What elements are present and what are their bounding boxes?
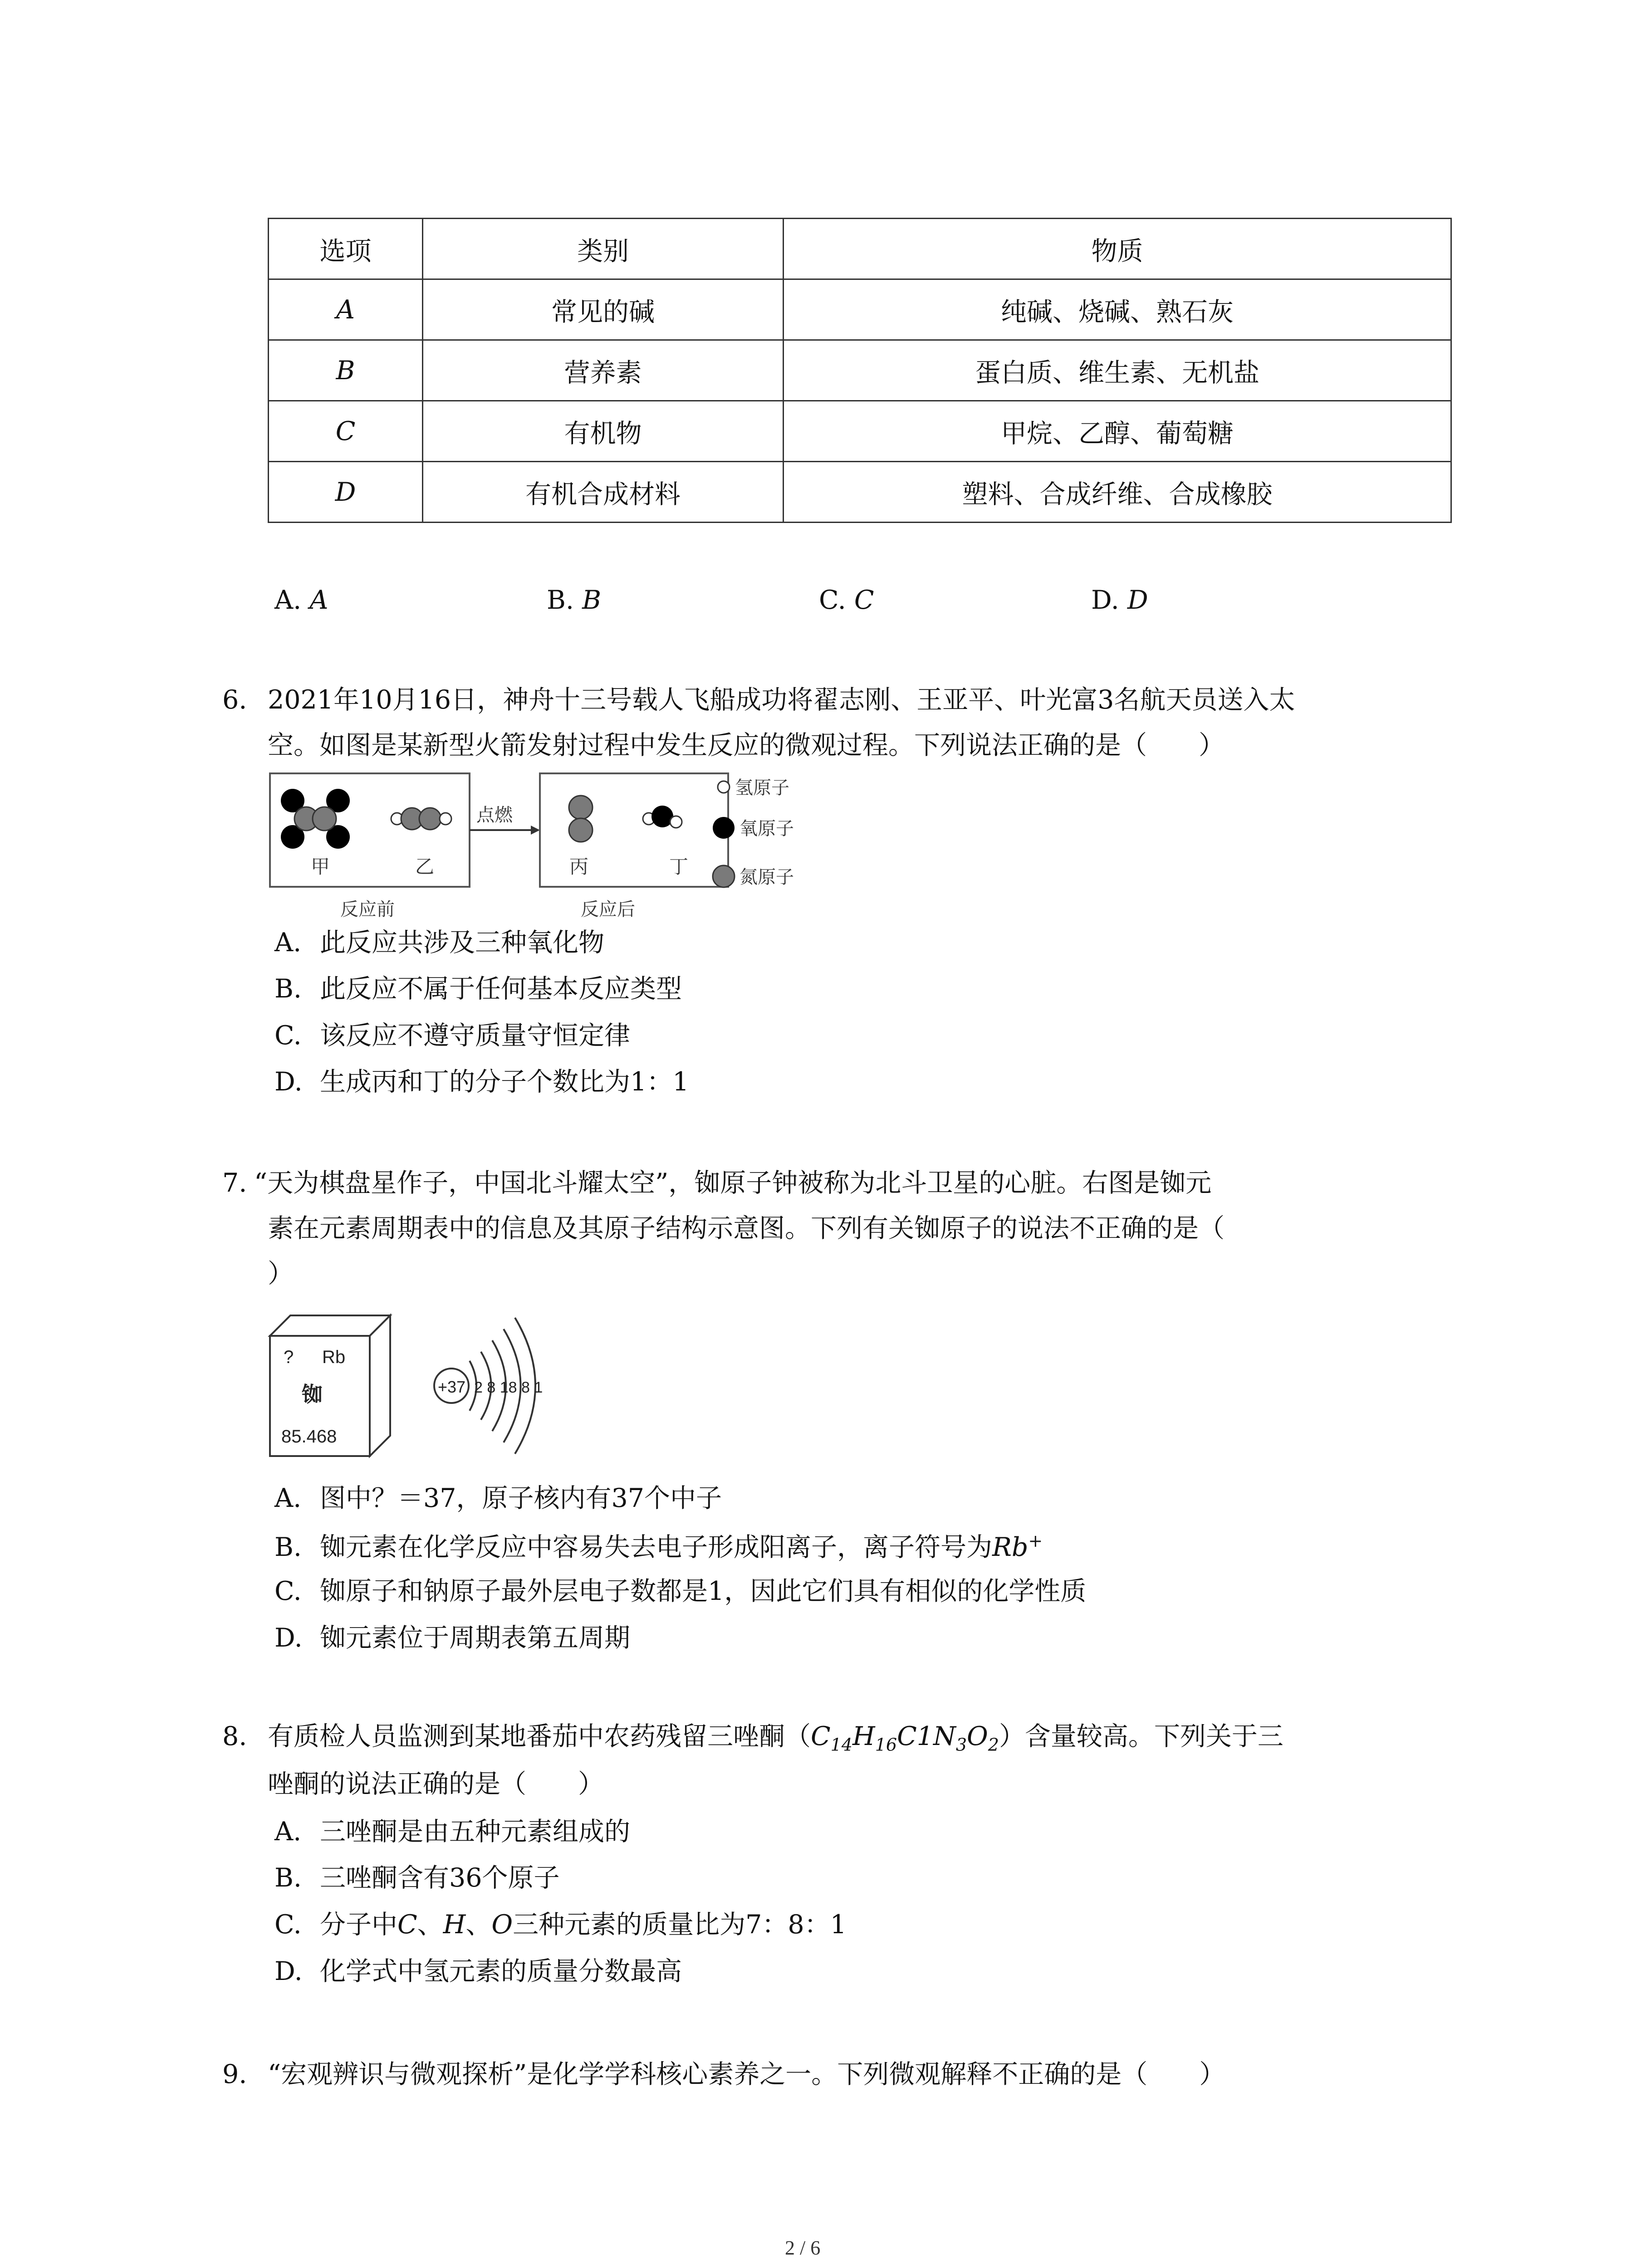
q9-number: 9.: [222, 2059, 247, 2089]
table-cell-option: D: [269, 462, 423, 523]
q5-option-a[interactable]: A. A: [274, 585, 328, 615]
table-row: [269, 279, 1451, 340]
legend-oxygen-symbol: [713, 817, 735, 839]
element-card: [270, 1315, 390, 1456]
reaction-diagram: [268, 771, 835, 930]
legend-oxygen: 氧原子: [740, 819, 794, 839]
legend-nitrogen: 氮原子: [740, 867, 794, 887]
q6-option-d[interactable]: D. 生成丙和丁的分子个数比为1：1: [274, 1067, 689, 1097]
q7-option-a[interactable]: A. 图中？＝37，原子核内有37个中子: [274, 1483, 722, 1513]
label-bing: 丙: [569, 856, 589, 877]
legend-hydrogen: 氢原子: [735, 778, 789, 798]
table-row: [269, 340, 1451, 401]
element-mass: 85.468: [281, 1427, 337, 1447]
q7-option-d[interactable]: D. 铷元素位于周期表第五周期: [274, 1623, 630, 1653]
q7-stem-line3: ）: [268, 1259, 294, 1289]
molecule-yi: [391, 808, 451, 830]
classification-table: [268, 218, 1452, 523]
molecule-bing: [569, 796, 593, 842]
molecule-jia: [281, 789, 350, 849]
q6-option-b[interactable]: B. 此反应不属于任何基本反应类型: [274, 974, 682, 1004]
label-ding: 丁: [669, 856, 689, 877]
molecule-ding: [643, 806, 682, 828]
q6-option-a[interactable]: A. 此反应共涉及三种氧化物: [274, 928, 604, 958]
q7-stem-line2: 素在元素周期表中的信息及其原子结构示意图。下列有关铷原子的说法不正确的是（: [268, 1213, 1225, 1243]
q6-number: 6.: [222, 685, 247, 715]
q8-option-a[interactable]: A. 三唑酮是由五种元素组成的: [274, 1817, 630, 1847]
electron-shells: 2 8 18 8 1: [474, 1379, 543, 1396]
q8-stem-line1: 有质检人员监测到某地番茄中农药残留三唑酮$(C_{14}H_{16}C1N_3O_2)$含量较高。下列关于三: [268, 1721, 1283, 1755]
table-cell-substances: 甲烷、乙醇、葡萄糖: [784, 401, 1451, 462]
q6-option-c[interactable]: C. 该反应不遵守质量守恒定律: [274, 1021, 630, 1051]
rubidium-figure: [268, 1306, 585, 1465]
q9-stem-line1: “宏观辨识与微观探析”是化学学科核心素养之一。下列微观解释不正确的是（ ）: [268, 2059, 1225, 2089]
table-header-row: [269, 219, 1451, 279]
q8-number: 8.: [222, 1721, 247, 1751]
table-header-option: 选项: [269, 219, 423, 279]
q5-option-b[interactable]: B. B: [547, 585, 602, 615]
table-header-substances: 物质: [784, 219, 1451, 279]
label-jia: 甲: [311, 856, 330, 877]
q7-number: 7.: [222, 1168, 247, 1198]
q6-stem-line1: 2021年10月16日，神舟十三号载人飞船成功将翟志刚、王亚平、叶光富3名航天员送入太: [268, 685, 1295, 715]
q8-option-b[interactable]: B. 三唑酮含有36个原子: [274, 1863, 560, 1893]
after-box: [540, 773, 728, 887]
table-cell-category: 有机物: [423, 401, 784, 462]
reaction-arrow-head: [531, 826, 540, 835]
element-symbol: Rb: [322, 1347, 346, 1367]
table-cell-category: 常见的碱: [423, 279, 784, 340]
q8-stem-line2: 唑酮的说法正确的是（ ）: [268, 1769, 604, 1799]
diagram-legend: [713, 778, 794, 887]
q7-option-c[interactable]: C. 铷原子和钠原子最外层电子数都是1，因此它们具有相似的化学性质: [274, 1576, 1087, 1606]
q7-stem-line1: “天为棋盘星作子，中国北斗耀太空”，铷原子钟被称为北斗卫星的心脏。右图是铷元: [254, 1168, 1212, 1198]
caption-before: 反应前: [340, 899, 395, 919]
arrow-label: 点燃: [476, 805, 513, 825]
q7-option-b[interactable]: B. 铷元素在化学反应中容易失去电子形成阳离子，离子符号为Rb+: [274, 1531, 1043, 1562]
label-yi: 乙: [415, 856, 435, 877]
table-row: [269, 462, 1451, 523]
table-row: [269, 401, 1451, 462]
table-cell-substances: 纯碱、烧碱、熟石灰: [784, 279, 1451, 340]
q6-stem-line2: 空。如图是某新型火箭发射过程中发生反应的微观过程。下列说法正确的是（ ）: [268, 730, 1225, 760]
element-number: ?: [284, 1347, 294, 1367]
table-cell-option: C: [269, 401, 423, 462]
element-name: 铷: [302, 1383, 323, 1406]
atom-structure: [434, 1318, 543, 1454]
q8-option-c[interactable]: C. 分子中C、H、O三种元素的质量比为7：8：1: [274, 1910, 847, 1940]
caption-after: 反应后: [581, 899, 635, 919]
q5-option-c[interactable]: C. C: [819, 585, 874, 615]
q8-option-d[interactable]: D. 化学式中氢元素的质量分数最高: [274, 1956, 682, 1986]
q8-formula: $C_{14}H_{16}C1N_3O_2$: [811, 1721, 999, 1755]
table-cell-category: 营养素: [423, 340, 784, 401]
table-cell-option: B: [269, 340, 423, 401]
q5-option-d[interactable]: D. D: [1091, 585, 1148, 615]
legend-hydrogen-symbol: [718, 781, 730, 793]
table-cell-option: A: [269, 279, 423, 340]
table-cell-category: 有机合成材料: [423, 462, 784, 523]
page-number: 2 / 6: [785, 2237, 821, 2259]
table-cell-substances: 塑料、合成纤维、合成橡胶: [784, 462, 1451, 523]
legend-nitrogen-symbol: [713, 865, 735, 887]
table-cell-substances: 蛋白质、维生素、无机盐: [784, 340, 1451, 401]
nucleus-charge: +37: [438, 1378, 466, 1396]
table-header-category: 类别: [423, 219, 784, 279]
